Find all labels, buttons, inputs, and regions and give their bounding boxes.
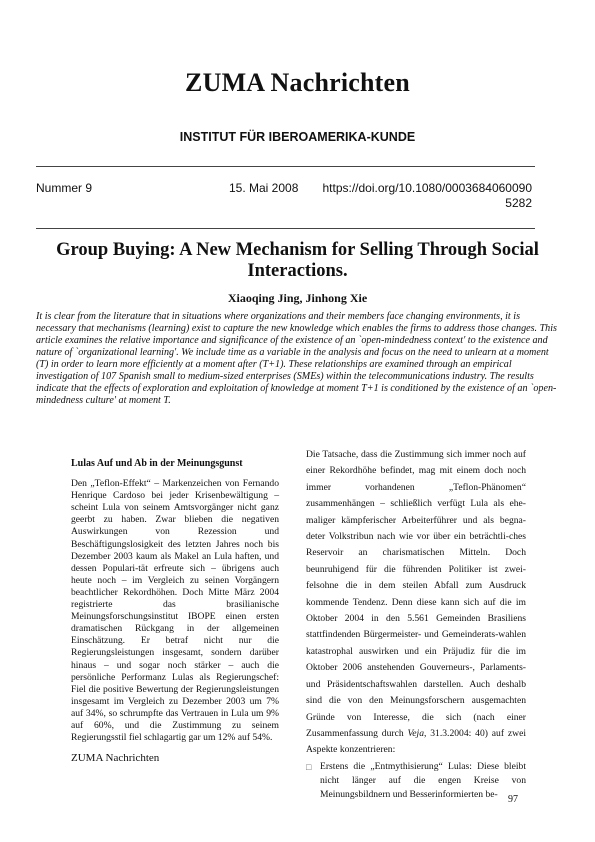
right-text-before-source: Die Tatsache, dass die Zustimmung sich immer noch auf einer Rekordhöhe befindet, mag mit einem doch noch immer vorhandenen „Teflon-Phänomen“ zusammenhängen – schließlich verfügt Lula als ehe-maliger kämpferischer Arbeiterführer und als begna-deter Volkstribun nach wie vor über ein beträchtli-ches Reservoir an charismatischen Mitteln. Doch beunruhigend für die führenden Politiker ist zwei-felsohne die in dem steilen Abfall zum Ausdruck kommende Tendenz. Denn diese kann sich auf die im Oktober 2004 in den 5.561 Gemeinden Brasiliens stattfindenden Bürgermeister- und Gemeinderats-wahlen katastrophal auswirken und ein Präjudiz für die im Oktober 2006 anstehenden Gouverneurs-, Parlaments- und Präsidentschaftswahlen darstellen. Auch deshalb sind die von den Meinungsforschern ausgemachten Gründe von Interesse, die sich (nach einer Zusammenfassung durch <box>306 449 526 739</box>
right-column-text <box>306 447 526 759</box>
header-rule-bottom <box>36 228 535 229</box>
doi-line-1: https://doi.org/10.1080/0003684060090 <box>322 181 532 195</box>
abstract: It is clear from the literature that in situations where organizations and their members face changing environments, it is necessary that mechanisms (learning) exist to capture the new knowledge which enables the firms to address those changes. This article examines the relative importance and significance of the existence of an `open-mindedness context' to the existence and nature of `organizational learning'. We include time as a variable in the analysis and focus on the need to unlearn at a moment (T) in order to learn more efficiently at a moment after (T+1). These relationships are examined through an empirical investigation of 107 Spanish small to medium-sized enterprises (SMEs) within the telecommunications industry. The results indicate that the effects of exploration and exploitation of knowledge at moment T+1 is conditioned by the existence of an `open-mindedness culture' at moment T. <box>36 311 557 406</box>
doi-line-2: 5282 <box>505 196 532 210</box>
journal-title: ZUMA Nachrichten <box>185 68 410 97</box>
article-title: Group Buying: A New Mechanism for Selling Through Social Interactions. <box>56 240 539 281</box>
section-heading: Lulas Auf und Ab in der Meinungsgunst <box>71 458 243 469</box>
right-column <box>306 447 526 802</box>
source-name: Veja <box>407 727 425 739</box>
right-text-after-source: , 31.3.2004: 40) auf zwei Aspekte konzentrieren: <box>306 727 526 756</box>
bullet-text: Erstens die „Entmythisierung“ Lulas: Diese bleibt nicht länger auf die engen Kreise von Meinungsbildnern und Besserinformierten be- <box>320 760 526 800</box>
bullet-item <box>306 760 526 802</box>
publication-date: 15. Mai 2008 <box>229 181 299 195</box>
institute-name: INSTITUT FÜR IBEROAMERIKA-KUNDE <box>179 130 416 144</box>
header-rule-top <box>36 166 535 167</box>
article-authors: Xiaoqing Jing, Jinhong Xie <box>227 291 368 305</box>
issue-number: Nummer 9 <box>36 181 93 195</box>
bullet-box-icon: □ <box>306 761 312 772</box>
doi-link[interactable] <box>318 181 532 211</box>
page-number: 97 <box>508 794 518 805</box>
left-column <box>71 458 279 744</box>
footer-journal-name: ZUMA Nachrichten <box>71 752 160 764</box>
left-column-text: Den „Teflon-Effekt“ – Markenzeichen von Fernando Henrique Cardoso bei jeder Krisenbewältigung – scheint Lula von seinem Amtsvorgänger nicht ganz geerbt zu haben. Zwar blieben die negativen Auswirkungen von Rezession und Beschäftigungslosigkeit des letzten Jahres noch bis Dezember 2003 kaum als Makel an Lula haften, und dessen Populari-tät erfreute sich – übrigens auch heute noch – im Vergleich zu seinen Vorgängern beachtlicher Rekordhöhen. Doch Mitte März 2004 registrierte das brasilianische Meinungsforschungsinstitut IBOPE einen ersten dramatischen Rückgang in der allgemeinen Einschätzung. Er betraf nicht nur die Regierungsleistungen insgesamt, sondern darüber hinaus – und sogar noch stärker – auch die persönliche Performanz Lulas als Regierungschef: Fiel die positive Bewertung der Regierungsleistungen insgesamt im Vergleich zu Dezember 2003 um 7% auf 34%, so schrumpfte das Vertrauen in Lula um 9% auf 60%, und die Zustimmung zu seinem Regierungsstil fiel schlagartig gar um 12% auf 54%. <box>71 478 279 744</box>
